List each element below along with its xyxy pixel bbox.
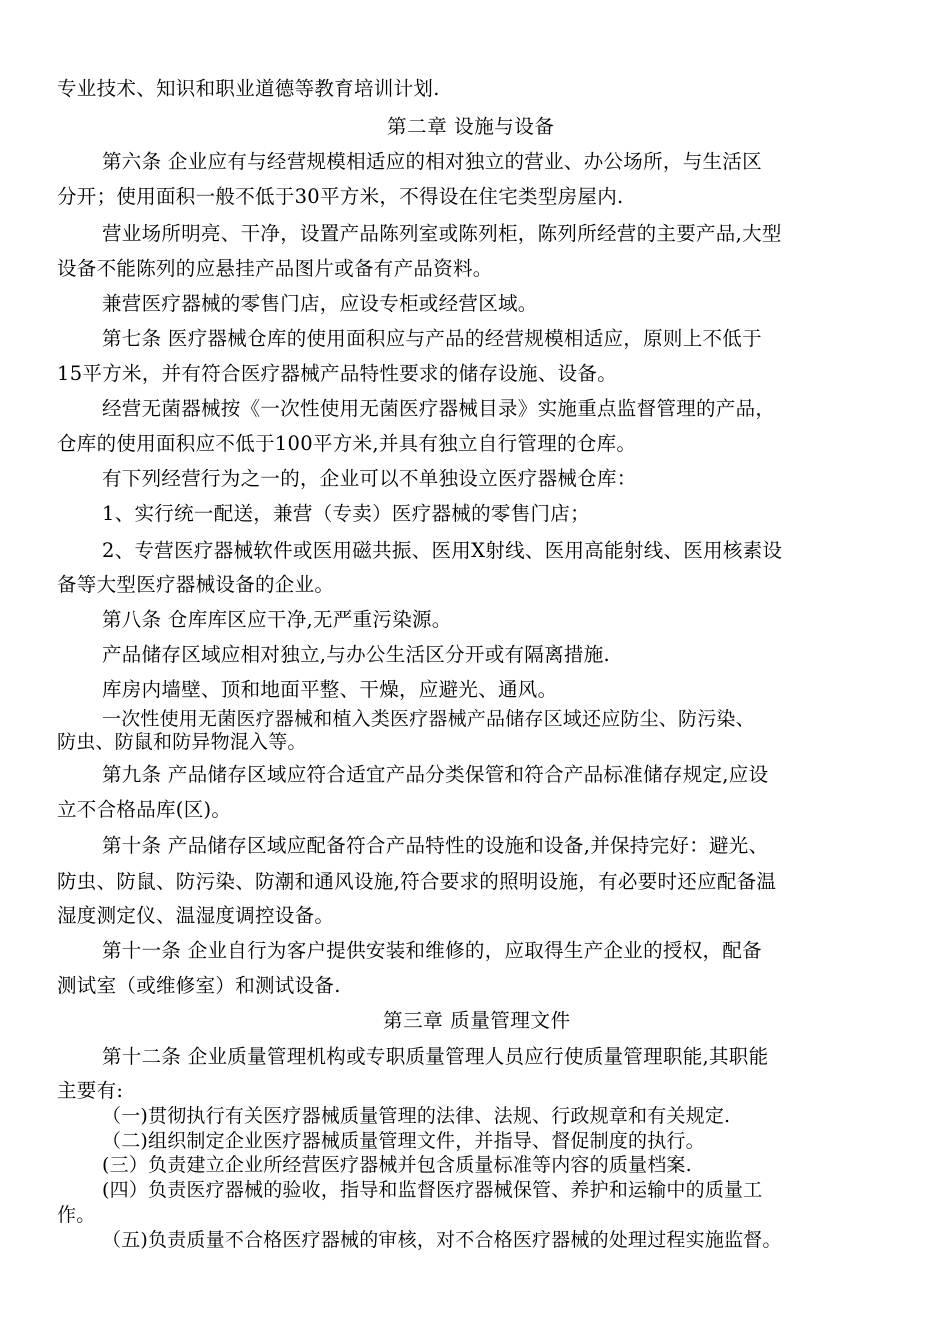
article-line: 第十二条 企业质量管理机构或专职质量管理人员应行使质量管理职能,其职能 (102, 1045, 769, 1068)
chapter-heading: 第二章 设施与设备 (387, 115, 555, 138)
text-line: 备等大型医疗器械设备的企业。 (57, 573, 335, 596)
text-line: 一次性使用无菌医疗器械和植入类医疗器械产品储存区域还应防尘、防污染、 (102, 708, 755, 730)
text-line: 立不合格品库(区)。 (57, 798, 232, 821)
article-line: 第六条 企业应有与经营规模相适应的相对独立的营业、办公场所，与生活区 (102, 150, 762, 173)
article-line: 第十一条 企业自行为客户提供安装和维修的，应取得生产企业的授权，配备 (102, 939, 762, 962)
article-line: 第九条 产品储存区域应符合适宜产品分类保管和符合产品标准储存规定,应设 (102, 763, 769, 786)
text-line: 库房内墙壁、顶和地面平整、干燥，应避光、通风。 (102, 678, 558, 701)
text-line: 15平方米，并有符合医疗器械产品特性要求的储存设施、设备。 (57, 362, 618, 385)
text-line: 主要有: (57, 1079, 124, 1102)
list-item: （一)贯彻执行有关医疗器械质量管理的法律、法规、行政规章和有关规定. (102, 1105, 731, 1127)
text-line: 分开；使用面积一般不低于30平方米，不得设在住宅类型房屋内. (57, 185, 624, 208)
text-line: 兼营医疗器械的零售门店，应设专柜或经营区域。 (102, 292, 538, 315)
text-line: 有下列经营行为之一的，企业可以不单独设立医疗器械仓库： (102, 467, 637, 490)
chapter-heading: 第三章 质量管理文件 (383, 1009, 571, 1032)
text-line: 专业技术、知识和职业道德等教育培训计划. (57, 77, 440, 100)
text-line: 营业场所明亮、干净，设置产品陈列室或陈列柜，陈列所经营的主要产品,大型 (102, 222, 782, 245)
list-item: (三）负责建立企业所经营医疗器械并包含质量标准等内容的质量档案. (102, 1154, 692, 1176)
article-line: 第八条 仓库库区应干净,无严重污染源。 (102, 608, 452, 631)
list-item: 1、实行统一配送，兼营（专卖）医疗器械的零售门店； (102, 502, 590, 525)
list-item: (四）负责医疗器械的验收，指导和监督医疗器械保管、养护和运输中的质量工 (102, 1179, 763, 1201)
text-line: 防虫、防鼠、防污染、防潮和通风设施,符合要求的照明设施，有必要时还应配备温 (57, 870, 777, 893)
text-line: 作。 (57, 1204, 96, 1226)
list-item: 2、专营医疗器械软件或医用磁共振、医用X射线、医用高能射线、医用核素设 (102, 539, 783, 562)
text-line: 经营无菌器械按《一次性使用无菌医疗器械目录》实施重点监督管理的产品， (102, 397, 776, 420)
text-line: 湿度测定仪、温湿度调控设备。 (57, 904, 335, 927)
text-line: 防虫、防鼠和防异物混入等。 (57, 731, 307, 753)
text-line: 设备不能陈列的应悬挂产品图片或备有产品资料。 (57, 257, 493, 280)
article-line: 第七条 医疗器械仓库的使用面积应与产品的经营规模相适应，原则上不低于 (102, 327, 762, 350)
text-line: 产品储存区域应相对独立,与办公生活区分开或有隔离措施. (102, 643, 610, 666)
article-line: 第十条 产品储存区域应配备符合产品特性的设施和设备,并保持完好：避光、 (102, 834, 769, 857)
text-line: 仓库的使用面积应不低于100平方米,并具有独立自行管理的仓库。 (57, 432, 637, 455)
list-item: （二)组织制定企业医疗器械质量管理文件，并指导、督促制度的执行。 (102, 1130, 705, 1152)
text-line: 测试室（或维修室）和测试设备. (57, 974, 341, 997)
list-item: （五)负责质量不合格医疗器械的审核，对不合格医疗器械的处理过程实施监督。 (102, 1229, 782, 1251)
